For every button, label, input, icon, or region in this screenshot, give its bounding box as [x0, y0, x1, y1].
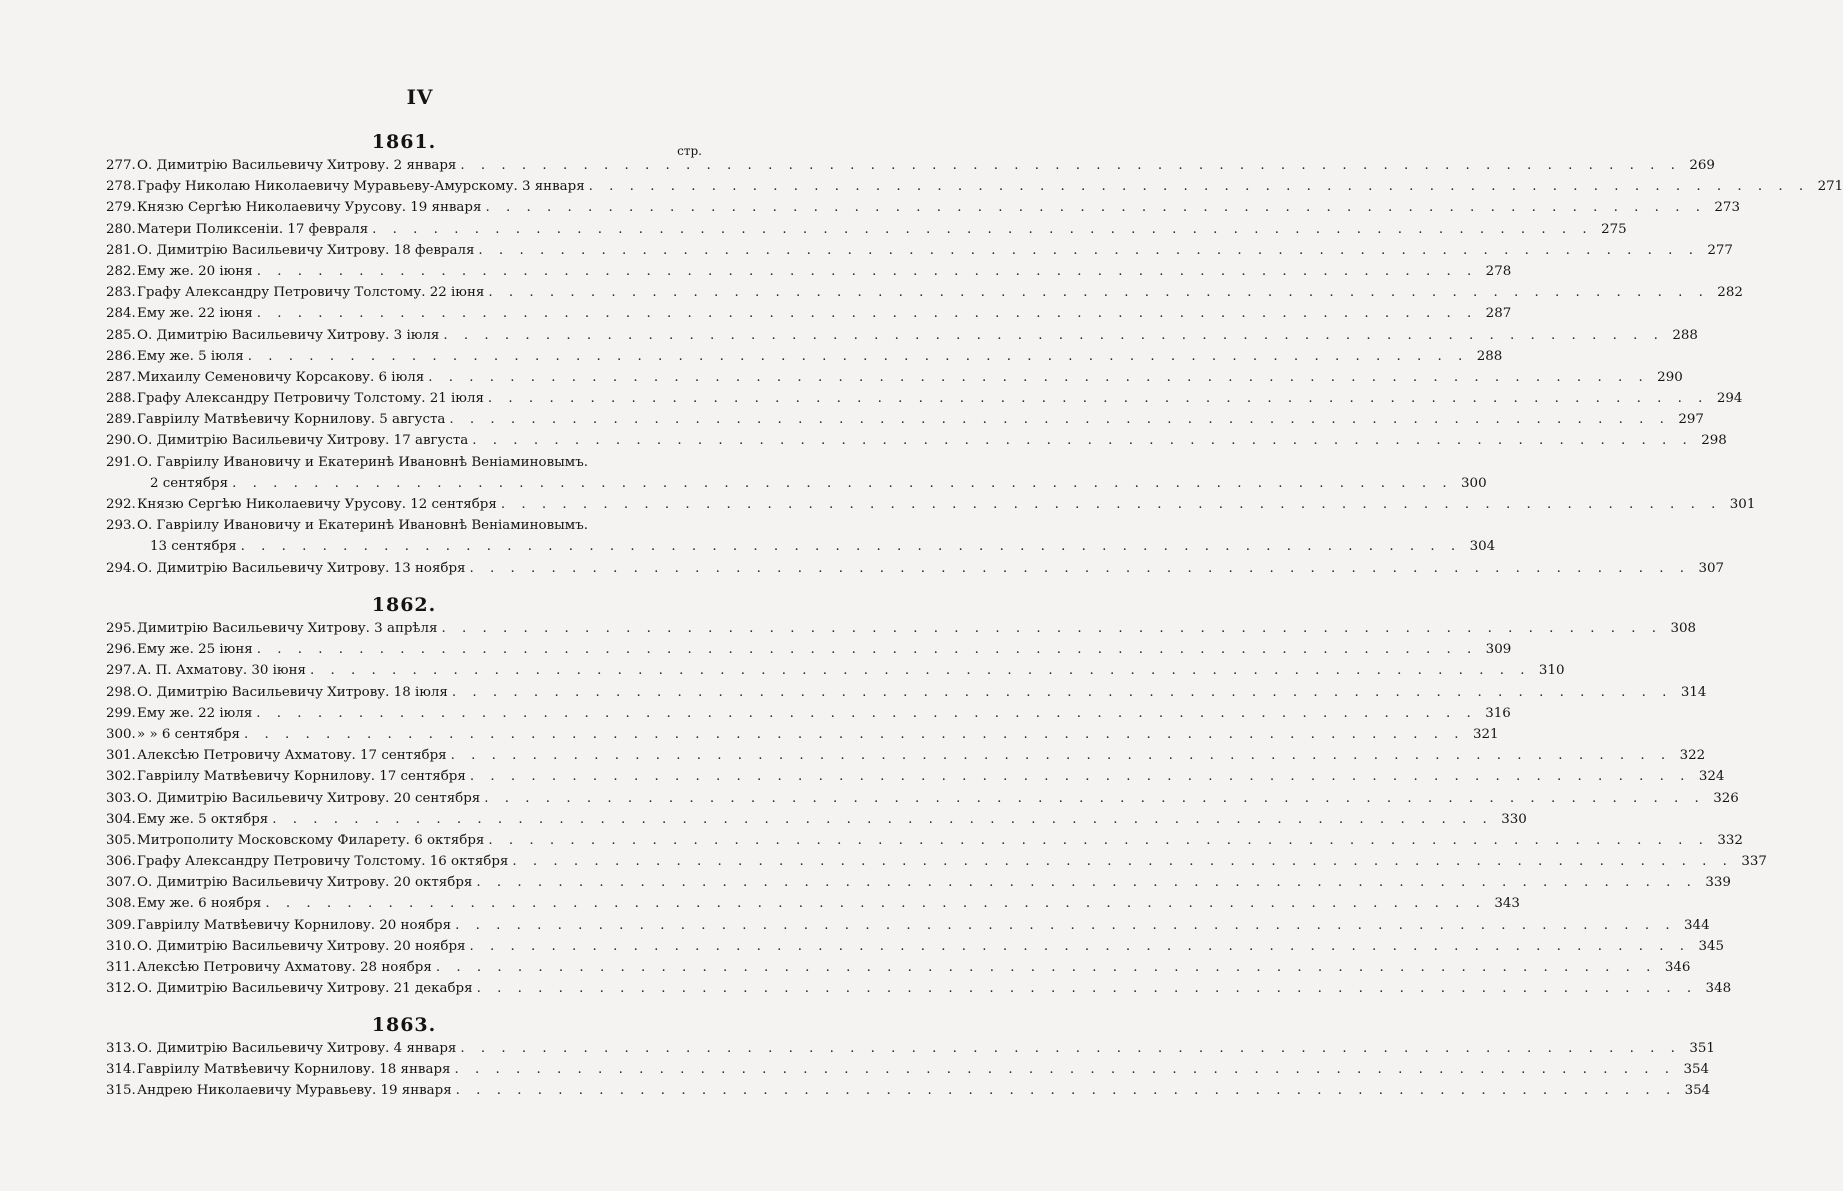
toc-entry — [106, 788, 1739, 809]
toc-entry — [106, 957, 1691, 978]
entry-number: 314. — [106, 1062, 136, 1078]
toc-entry — [106, 409, 1704, 430]
entry-title: О. Димитрію Васильевичу Хитрову. 17 августа — [137, 433, 469, 449]
entry-page: 300 — [1461, 475, 1487, 491]
dot-leader — [512, 851, 1733, 872]
toc-entry — [106, 494, 1756, 515]
dot-leader — [470, 766, 1691, 787]
entry-page: 304 — [1469, 539, 1496, 555]
entry-number: 294. — [106, 560, 136, 576]
entry-title: О. Димитрію Васильевичу Хитрову. 18 февраля — [137, 242, 475, 258]
dot-leader — [488, 282, 1709, 303]
toc-entry — [106, 618, 1696, 639]
entry-page: 269 — [1689, 158, 1715, 173]
toc-entry — [106, 388, 1743, 409]
entry-page: 309 — [1485, 642, 1512, 658]
entry-number: 289. — [106, 412, 136, 428]
entry-title: Графу Александру Петровичу Толстому. 21 іюля — [137, 391, 484, 407]
dot-leader — [456, 1080, 1677, 1101]
entry-page: 321 — [1472, 726, 1499, 742]
dot-leader — [472, 430, 1693, 451]
entry-number: 279. — [106, 200, 136, 216]
toc-entry — [106, 346, 1503, 367]
entry-page: 354 — [1683, 1062, 1709, 1078]
entry-date: 13 сентября — [150, 539, 237, 555]
dot-leader — [443, 325, 1664, 346]
entry-title: Ему же. 5 октября — [137, 811, 269, 827]
dot-leader — [449, 409, 1670, 430]
entry-title: Ему же. 5 іюля — [137, 348, 244, 364]
toc-entry — [106, 809, 1527, 830]
toc-entry — [106, 660, 1565, 681]
entry-number: 290. — [106, 433, 136, 449]
entry-page: 307 — [1698, 560, 1725, 576]
year-heading: 1862. — [371, 594, 437, 616]
entry-number: 308. — [106, 896, 136, 912]
entry-number: 307. — [106, 875, 136, 891]
entry-page: 301 — [1729, 497, 1756, 512]
toc-entry — [106, 430, 1727, 451]
entry-title: Гавріилу Матвѣевичу Корнилову. 18 января — [137, 1062, 451, 1078]
entry-title: О. Димитрію Васильевичу Хитрову. 20 сентября — [137, 790, 481, 806]
entry-number: 280. — [106, 221, 136, 237]
entry-number: 292. — [106, 497, 136, 512]
dot-leader — [460, 155, 1681, 176]
dot-leader — [272, 809, 1493, 830]
dot-leader — [484, 788, 1705, 809]
entry-title: О. Димитрію Васильевичу Хитрову. 13 ноября — [137, 560, 466, 576]
dot-leader — [469, 558, 1690, 579]
toc-entry — [106, 915, 1710, 936]
entry-title: Ему же. 6 ноября — [137, 896, 262, 912]
entry-title: » » 6 сентября — [137, 726, 240, 742]
dot-leader — [257, 303, 1478, 324]
entry-title: О. Димитрію Васильевичу Хитрову. 21 декабря — [137, 981, 473, 997]
dot-leader — [248, 346, 1469, 367]
dot-leader — [478, 240, 1699, 261]
entry-title: О. Димитрію Васильевичу Хитрову. 20 ноября — [137, 938, 466, 954]
entry-page: 316 — [1485, 705, 1511, 721]
entry-number: 283. — [106, 285, 136, 301]
entry-page: 324 — [1698, 769, 1725, 785]
entry-page: 282 — [1717, 285, 1743, 301]
toc-entry — [106, 282, 1743, 303]
entry-title: О. Димитрію Васильевичу Хитрову. 20 октября — [137, 875, 473, 891]
entry-title: Графу Александру Петровичу Толстому. 16 октября — [137, 854, 509, 870]
entry-number: 288. — [106, 391, 136, 407]
toc-entry — [106, 872, 1731, 893]
entry-title: О. Гавріилу Ивановичу и Екатеринѣ Ивановнѣ Веніаминовымъ. — [137, 454, 588, 470]
entry-title: Гавріилу Матвѣевичу Корнилову. 17 сентября — [137, 769, 466, 785]
entry-title: А. П. Ахматову. 30 іюня — [137, 663, 306, 679]
toc-entry — [106, 240, 1733, 261]
toc-entry — [106, 745, 1706, 766]
dot-leader — [454, 1059, 1675, 1080]
toc-entry — [106, 893, 1520, 914]
entry-number: 310. — [106, 938, 136, 954]
entry-page: 287 — [1485, 306, 1512, 322]
entry-page: 288 — [1476, 348, 1503, 364]
entry-number: 301. — [106, 748, 136, 764]
toc-entry — [106, 1080, 1711, 1101]
toc-entry — [106, 303, 1512, 324]
toc-entry — [106, 978, 1732, 999]
toc-entry — [106, 851, 1767, 872]
entry-page: 297 — [1678, 412, 1704, 428]
toc-entry — [106, 176, 1843, 197]
entry-number: 306. — [106, 854, 136, 870]
entry-title: Графу Николаю Николаевичу Муравьеву-Амурскому. 3 января — [137, 179, 585, 195]
dot-leader — [241, 536, 1462, 557]
toc-entry — [106, 219, 1627, 240]
dot-leader — [477, 978, 1698, 999]
entry-title: Гавріилу Матвѣевичу Корнилову. 5 августа — [137, 412, 446, 428]
entry-page: 337 — [1741, 854, 1767, 870]
toc-entry — [106, 325, 1698, 346]
entry-number: 309. — [106, 917, 136, 933]
page-column-label: стр. — [677, 144, 702, 158]
dot-leader — [488, 388, 1709, 409]
entry-number: 282. — [106, 263, 136, 279]
entry-page: 354 — [1684, 1083, 1711, 1099]
entry-page: 308 — [1670, 621, 1696, 636]
entry-number: 303. — [106, 790, 136, 806]
toc-entry — [106, 703, 1511, 724]
entry-page: 278 — [1485, 263, 1512, 279]
entry-page: 351 — [1689, 1041, 1715, 1056]
entry-page: 344 — [1684, 917, 1710, 933]
entry-page: 348 — [1705, 981, 1732, 997]
entry-title: Матери Поликсеніи. 17 февраля — [137, 221, 369, 237]
dot-leader — [485, 197, 1706, 218]
toc-entry — [106, 682, 1707, 703]
dot-leader — [455, 915, 1676, 936]
toc-entry — [106, 452, 702, 473]
year-heading: 1863. — [371, 1014, 437, 1036]
entry-page: 275 — [1601, 221, 1627, 237]
entry-title: О. Димитрію Васильевичу Хитрову. 2 января — [137, 158, 457, 173]
entry-page: 343 — [1494, 896, 1520, 912]
entry-number: 291. — [106, 454, 136, 470]
entry-number: 286. — [106, 348, 136, 364]
entry-title: Ему же. 22 іюня — [137, 306, 253, 322]
toc-entry — [106, 830, 1743, 851]
entry-number: 312. — [106, 981, 136, 997]
section-1861 — [106, 129, 1843, 579]
entry-page: 310 — [1538, 663, 1565, 679]
year-heading: 1861. — [371, 131, 437, 153]
entry-number: 277. — [106, 158, 136, 173]
entry-number: 311. — [106, 960, 136, 975]
dot-leader — [310, 660, 1531, 681]
entry-number: 298. — [106, 684, 136, 700]
entry-title: Гавріилу Матвѣевичу Корнилову. 20 ноября — [137, 917, 452, 933]
entry-number: 315. — [106, 1083, 136, 1099]
entry-title: Митрополиту Московскому Филарету. 6 октября — [137, 832, 485, 848]
entry-number: 305. — [106, 832, 136, 848]
entry-page: 271 — [1817, 179, 1843, 195]
entry-page: 339 — [1705, 875, 1731, 891]
entry-date: 2 сентября — [150, 475, 229, 491]
entry-title: Алексѣю Петровичу Ахматову. 17 сентября — [137, 748, 447, 764]
entry-title: Ему же. 25 іюня — [137, 642, 253, 658]
entry-number: 284. — [106, 306, 136, 322]
dot-leader — [372, 219, 1593, 240]
dot-leader — [488, 830, 1709, 851]
entry-number: 313. — [106, 1041, 136, 1056]
entry-title: Ему же. 20 іюня — [137, 263, 253, 279]
dot-leader — [265, 893, 1486, 914]
entry-number: 299. — [106, 705, 136, 721]
dot-leader — [257, 639, 1478, 660]
toc-entry — [106, 936, 1725, 957]
entry-page: 326 — [1713, 790, 1739, 806]
dot-leader — [441, 618, 1662, 639]
toc-entry-continuation — [106, 536, 1496, 557]
entry-title: Алексѣю Петровичу Ахматову. 28 ноября — [137, 960, 432, 975]
dot-leader — [428, 367, 1649, 388]
entry-title: Князю Сергѣю Николаевичу Урусову. 12 сентября — [137, 497, 497, 512]
toc-entry — [106, 724, 1499, 745]
toc-entry — [106, 1059, 1709, 1080]
entry-number: 304. — [106, 811, 136, 827]
entry-page: 345 — [1698, 938, 1725, 954]
entry-page: 288 — [1672, 327, 1698, 343]
entry-title: Ему же. 22 іюля — [137, 705, 253, 721]
toc-entry — [106, 515, 702, 536]
dot-leader — [244, 724, 1465, 745]
entry-page: 330 — [1501, 811, 1527, 827]
entry-title: О. Гавріилу Ивановичу и Екатеринѣ Ивановнѣ Веніаминовымъ. — [137, 518, 588, 534]
toc-entry — [106, 197, 1740, 218]
toc-entry — [106, 766, 1725, 787]
dot-leader — [452, 682, 1673, 703]
entry-page: 277 — [1707, 242, 1733, 258]
dot-leader — [256, 703, 1477, 724]
entry-number: 281. — [106, 242, 136, 258]
entry-title: Андрею Николаевичу Муравьеву. 19 января — [137, 1083, 452, 1099]
toc-entry — [106, 558, 1725, 579]
entry-number: 302. — [106, 769, 136, 785]
entry-page: 346 — [1664, 960, 1691, 975]
dot-leader — [451, 745, 1672, 766]
toc-entry-continuation — [106, 473, 1487, 494]
entry-title: Графу Александру Петровичу Толстому. 22 іюня — [137, 285, 485, 301]
toc-entry — [106, 155, 1715, 176]
entry-number: 287. — [106, 369, 136, 385]
dot-leader — [501, 494, 1722, 515]
entry-page: 273 — [1714, 200, 1740, 216]
entry-number: 300. — [106, 726, 136, 742]
entry-title: О. Димитрію Васильевичу Хитрову. 3 іюля — [137, 327, 440, 343]
toc-entry — [106, 367, 1683, 388]
entry-title: О. Димитрію Васильевичу Хитрову. 4 января — [137, 1041, 457, 1056]
entry-number: 296. — [106, 642, 136, 658]
entry-title: Димитрію Васильевичу Хитрову. 3 апрѣля — [137, 621, 438, 636]
toc-entry — [106, 1038, 1715, 1059]
entry-page: 322 — [1679, 748, 1706, 764]
entry-page: 314 — [1680, 684, 1707, 700]
dot-leader — [460, 1038, 1681, 1059]
toc-entry — [106, 261, 1512, 282]
dot-leader — [589, 176, 1810, 197]
entry-number: 278. — [106, 179, 136, 195]
entry-number: 297. — [106, 663, 136, 679]
dot-leader — [232, 473, 1453, 494]
entry-number: 295. — [106, 621, 136, 636]
entry-title: Михаилу Семеновичу Корсакову. 6 іюля — [137, 369, 425, 385]
entry-number: 285. — [106, 327, 136, 343]
dot-leader — [257, 261, 1478, 282]
entry-title: Князю Сергѣю Николаевичу Урусову. 19 января — [137, 200, 482, 216]
dot-leader — [476, 872, 1697, 893]
section-1862 — [106, 592, 1767, 999]
section-1863 — [106, 1012, 1715, 1102]
entry-number: 293. — [106, 518, 136, 534]
page-number: IV — [406, 85, 434, 109]
entry-title: О. Димитрію Васильевичу Хитрову. 18 іюля — [137, 684, 448, 700]
dot-leader — [436, 957, 1657, 978]
entry-page: 294 — [1716, 391, 1743, 407]
toc-entry — [106, 639, 1512, 660]
dot-leader — [469, 936, 1690, 957]
entry-page: 290 — [1657, 369, 1683, 385]
entry-page: 298 — [1701, 433, 1727, 449]
entry-page: 332 — [1717, 832, 1743, 848]
